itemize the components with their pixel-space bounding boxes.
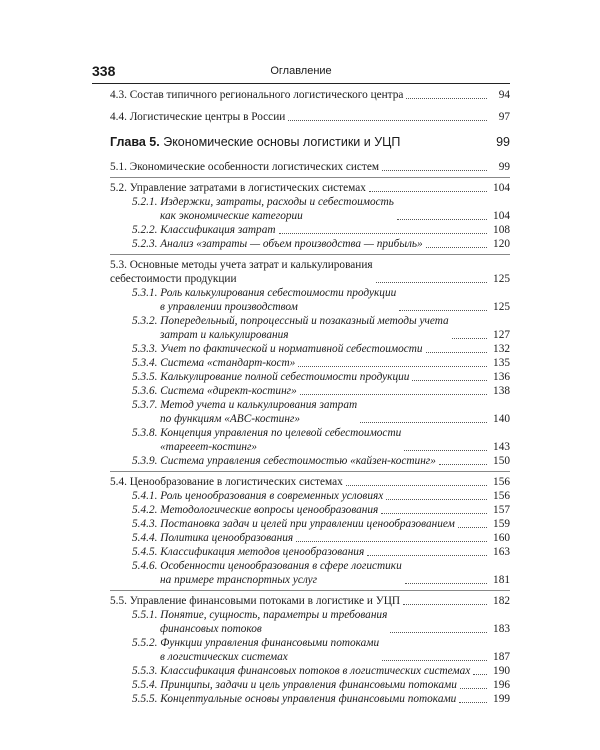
chapter-number: Глава 5.: [110, 135, 160, 149]
section-divider: [110, 471, 510, 472]
toc-page-number: 125: [493, 301, 510, 313]
toc-subentry[interactable]: 5.3.1. Роль калькулирования себестоимости продукции в управлении производством 125: [132, 287, 510, 313]
dot-leader: [460, 687, 487, 689]
toc-subentry[interactable]: 5.4.1. Роль ценообразования в современных условиях 156: [132, 490, 510, 502]
dot-leader: [452, 337, 487, 339]
toc-page-number: 94: [498, 89, 510, 101]
toc-subentry[interactable]: 5.4.2. Методологические вопросы ценообразования 157: [132, 504, 510, 516]
dot-leader: [458, 526, 487, 528]
toc-subentry[interactable]: 5.5.2. Функции управления финансовыми потоками в логистических системах 187: [132, 637, 510, 663]
dot-leader: [403, 603, 487, 605]
toc-subentry[interactable]: 5.2.2. Классификация затрат 108: [132, 224, 510, 236]
toc-page-number: 108: [493, 224, 510, 236]
toc-page-number: 182: [493, 595, 510, 607]
dot-leader: [426, 351, 487, 353]
dot-leader: [382, 169, 487, 171]
toc-page-number: 159: [493, 518, 510, 530]
toc-page-number: 190: [493, 665, 510, 677]
dot-leader: [360, 421, 487, 423]
toc-page-number: 183: [493, 623, 510, 635]
dot-leader: [381, 512, 487, 514]
toc-subentry[interactable]: 5.4.4. Политика ценообразования 160: [132, 532, 510, 544]
running-title: Оглавление: [270, 65, 332, 77]
toc-subentry[interactable]: 5.3.4. Система «стандарт-кост» 135: [132, 357, 510, 369]
dot-leader: [369, 190, 487, 192]
dot-leader: [404, 449, 487, 451]
dot-leader: [473, 673, 487, 675]
toc-subentry[interactable]: 5.3.8. Концепция управления по целевой себестоимости «тарееет-костинг» 143: [132, 427, 510, 453]
toc-entry[interactable]: 5.2. Управление затратами в логистических системах 104: [110, 182, 510, 194]
toc-page-number: 132: [493, 343, 510, 355]
toc-subentry[interactable]: 5.3.6. Система «директ-костинг» 138: [132, 385, 510, 397]
toc-subentry[interactable]: 5.5.4. Принципы, задачи и цель управления финансовыми потоками 196: [132, 679, 510, 691]
dot-leader: [376, 281, 487, 283]
page-header: [92, 63, 510, 84]
dot-leader: [296, 540, 487, 542]
toc-entry[interactable]: 5.3. Основные методы учета затрат и калькулирования себестоимости продукции 125: [110, 259, 510, 285]
toc-subentry[interactable]: 5.3.7. Метод учета и калькулирования затрат по функциям «ABC-костинг» 140: [132, 399, 510, 425]
toc-page-number: 99: [498, 161, 510, 173]
dot-leader: [390, 631, 487, 633]
section-divider: [110, 254, 510, 255]
dot-leader: [382, 659, 487, 661]
toc-subentry[interactable]: 5.4.6. Особенности ценообразования в сфере логистики на примере транспортных услуг 181: [132, 560, 510, 586]
dot-leader: [298, 365, 487, 367]
toc-subentry[interactable]: 5.2.3. Анализ «затраты — объем производства — прибыль» 120: [132, 238, 510, 250]
toc-entry[interactable]: 5.4. Ценообразование в логистических системах 156: [110, 476, 510, 488]
section-divider: [110, 590, 510, 591]
toc-page-number: 160: [493, 532, 510, 544]
toc-subentry[interactable]: 5.4.3. Постановка задач и целей при управлении ценообразованием 159: [132, 518, 510, 530]
page-number: 338: [92, 63, 116, 79]
toc-page-number: 104: [493, 210, 510, 222]
toc-page-number: 135: [493, 357, 510, 369]
dot-leader: [439, 463, 487, 465]
dot-leader: [459, 701, 487, 703]
dot-leader: [386, 498, 487, 500]
toc-subentry[interactable]: 5.2.1. Издержки, затраты, расходы и себестоимость как экономические категории 104: [132, 196, 510, 222]
toc-page-number: 143: [493, 441, 510, 453]
toc-page-number: 150: [493, 455, 510, 467]
toc-page-number: 196: [493, 679, 510, 691]
dot-leader: [367, 554, 487, 556]
toc-page-number: 138: [493, 385, 510, 397]
toc-page-number: 187: [493, 651, 510, 663]
toc-subentry[interactable]: 5.3.3. Учет по фактической и нормативной себестоимости 132: [132, 343, 510, 355]
toc-page-number: 163: [493, 546, 510, 558]
toc-subentry[interactable]: 5.3.9. Система управления себестоимостью «кайзен-костинг» 150: [132, 455, 510, 467]
toc-entry[interactable]: 4.4. Логистические центры в России 97: [110, 111, 510, 123]
dot-leader: [406, 97, 487, 99]
section-divider: [110, 177, 510, 178]
dot-leader: [405, 582, 487, 584]
table-of-contents: [110, 88, 510, 706]
toc-page-number: 181: [493, 574, 510, 586]
toc-entry[interactable]: 4.3. Состав типичного регионального логистического центра 94: [110, 89, 510, 101]
toc-subentry[interactable]: 5.3.5. Калькулирование полной себестоимости продукции 136: [132, 371, 510, 383]
dot-leader: [397, 218, 487, 220]
toc-subentry[interactable]: 5.5.1. Понятие, сущность, параметры и требования финансовых потоков 183: [132, 609, 510, 635]
dot-leader: [426, 246, 487, 248]
toc-page-number: 104: [493, 182, 510, 194]
dot-leader: [346, 484, 487, 486]
toc-page-number: 97: [498, 111, 510, 123]
toc-page-number: 99: [496, 135, 510, 149]
toc-subentry[interactable]: 5.5.3. Классификация финансовых потоков в логистических системах 190: [132, 665, 510, 677]
dot-leader: [403, 146, 487, 147]
toc-page-number: 157: [493, 504, 510, 516]
dot-leader: [399, 309, 487, 311]
dot-leader: [412, 379, 487, 381]
toc-page-number: 140: [493, 413, 510, 425]
toc-page-number: 127: [493, 329, 510, 341]
dot-leader: [279, 232, 488, 234]
toc-subentry[interactable]: 5.3.2. Попередельный, попроцессный и позаказный методы учета затрат и калькулирования 127: [132, 315, 510, 341]
toc-page-number: 125: [493, 273, 510, 285]
toc-subentry[interactable]: 5.5.5. Концептуальные основы управления финансовыми потоками 199: [132, 693, 510, 705]
toc-page-number: 199: [493, 693, 510, 705]
dot-leader: [288, 119, 487, 121]
toc-chapter-entry[interactable]: [110, 134, 510, 150]
chapter-title: Экономические основы логистики и УЦП: [159, 135, 401, 149]
toc-page-number: 120: [493, 238, 510, 250]
toc-page-number: 156: [493, 490, 510, 502]
toc-subentry[interactable]: 5.4.5. Классификация методов ценообразования 163: [132, 546, 510, 558]
toc-entry[interactable]: 5.5. Управление финансовыми потоками в логистике и УЦП 182: [110, 595, 510, 607]
toc-page-number: 156: [493, 476, 510, 488]
toc-entry[interactable]: 5.1. Экономические особенности логистических систем 99: [110, 161, 510, 173]
dot-leader: [300, 393, 487, 395]
toc-page-number: 136: [493, 371, 510, 383]
